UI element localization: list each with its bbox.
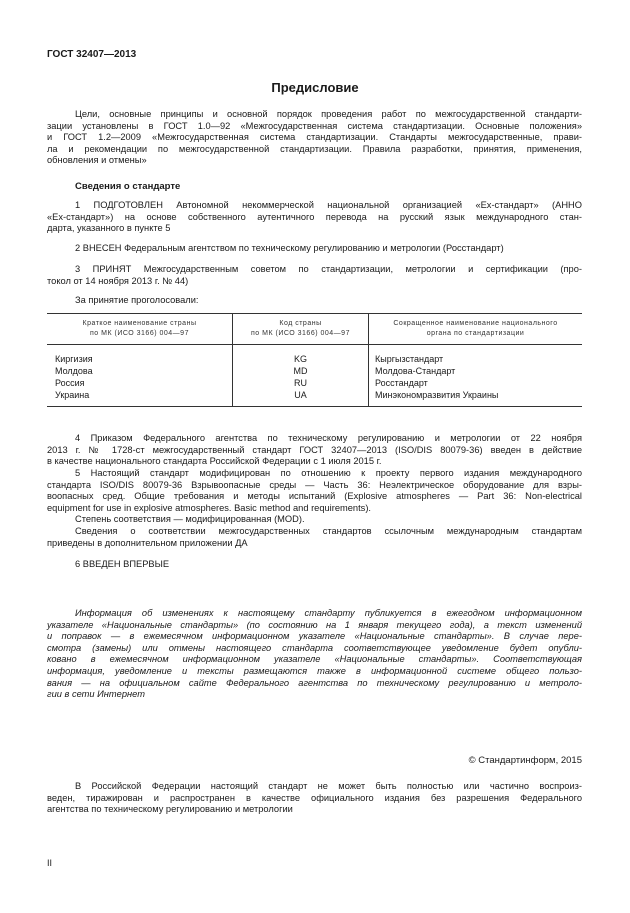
- item-1-line: 1 ПОДГОТОВЛЕН Автономной некоммерческой национальной организацией «Ех-стандарт» (АННО: [75, 200, 582, 210]
- voting-table: [47, 313, 582, 407]
- table-header-row: [47, 314, 582, 345]
- legal-notice-line: агентства по техническому регулированию и метрологии: [47, 804, 293, 815]
- voted-label: За принятие проголосовали:: [75, 295, 199, 305]
- info-notice-line: и поправок — в ежемесячном информационном указателе «Национальные стандарты». В случае пере-: [47, 631, 582, 642]
- info-notice-line: смотра (замены) или отмены настоящего стандарта соответствующее уведомление будет опубли-: [47, 642, 582, 653]
- item-6-paragraph: 6 ВВЕДЕН ВПЕРВЫЕ: [75, 559, 170, 569]
- info-notice-line: вания — на официальном сайте Федерального агентства по техническому регулированию и метроло-: [47, 677, 582, 688]
- item-5-line: стандарта ISO/DIS 80079-36 Взрывоопасные среды — Часть 36: Неэлектрическое оборудование для взры-: [47, 479, 582, 490]
- intro-line: обновления и отмены»: [47, 155, 147, 166]
- item-4-paragraph: [47, 433, 582, 468]
- item-2-paragraph: 2 ВНЕСЕН Федеральным агентством по техническому регулированию и метрологии (Росстандарт): [75, 243, 504, 253]
- intro-line: зации установлены в ГОСТ 1.0—92 «Межгосударственная система стандартизации. Основные положения»: [47, 120, 582, 131]
- item-5-paragraph: [47, 468, 582, 514]
- references-line: Сведения о соответствии межгосударственных стандартов ссылочным международным стандартам: [75, 526, 582, 536]
- table-row: [47, 345, 582, 366]
- country-cell: Россия: [47, 377, 233, 389]
- header-standards-body: Сокращенное наименование национального органа по стандартизации: [369, 314, 583, 345]
- country-cell: Молдова: [47, 365, 233, 377]
- legal-notice-line: В Российской Федерации настоящий стандарт не может быть полностью или частично воспроиз-: [75, 781, 582, 791]
- copyright-notice: © Стандартинформ, 2015: [468, 755, 582, 766]
- intro-line: и ГОСТ 1.2—2009 «Межгосударственная система стандартизации. Стандарты межгосударственные, прави-: [47, 132, 582, 143]
- header-country-code: Код страны по МК (ИСО 3166) 004—97: [233, 314, 369, 345]
- item-1-paragraph: [47, 200, 582, 235]
- legal-notice: [47, 781, 582, 816]
- item-3-line: 3 ПРИНЯТ Межгосударственным советом по стандартизации, метрологии и сертификации (про-: [75, 264, 582, 274]
- country-cell: Украина: [47, 389, 233, 407]
- page-title: Предисловие: [271, 80, 359, 95]
- info-notice-line: гии в сети Интернет: [47, 689, 145, 700]
- legal-notice-line: веден, тиражирован и распространен в качестве официального издания без разрешения Федерального: [47, 792, 582, 803]
- intro-paragraph: [47, 109, 582, 167]
- item-5-line: воопасных сред. Общие требования и методы испытаний (Explosive atmospheres — Part 36: Non-electrical: [47, 491, 582, 502]
- table-row: [47, 389, 582, 407]
- table-row: [47, 365, 582, 377]
- body-cell: Росстандарт: [375, 378, 428, 388]
- code-cell: RU: [233, 377, 369, 389]
- body-cell: Кыргызстандарт: [375, 354, 444, 364]
- body-cell: Минэкономразвития Украины: [369, 389, 583, 407]
- section-heading: Сведения о стандарте: [75, 181, 181, 192]
- intro-line: ла и рекомендации по межгосударственной стандартизации. Правила разработки, принятия, применения,: [47, 143, 582, 154]
- item-3-line: токол от 14 ноября 2013 г. № 44): [47, 275, 189, 286]
- code-cell: MD: [233, 365, 369, 377]
- table-row: [47, 377, 582, 389]
- item-4-line: 4 Приказом Федерального агентства по техническому регулированию и метрологии от 22 ноября: [75, 433, 582, 443]
- document-id: ГОСТ 32407—2013: [47, 49, 137, 60]
- page-number: II: [47, 858, 53, 868]
- info-notice-line: указателе «Национальные стандарты» (по состоянию на 1 января текущего года), а текст изменений: [47, 619, 582, 630]
- code-cell: KG: [233, 345, 369, 366]
- header-country-name: Краткое наименование страны по МК (ИСО 3166) 004—97: [47, 314, 233, 345]
- item-5-line: equipment for use in explosive atmospheres. Basic method and requirements).: [47, 502, 372, 513]
- item-4-line: 2013 г. № 1728-ст межгосударственный стандарт ГОСТ 32407—2013 (ISO/DIS 80079-36) введен в действие: [47, 444, 582, 455]
- references-paragraph: [47, 526, 582, 549]
- body-cell: Молдова-Стандарт: [375, 366, 456, 376]
- item-1-line: «Ех-стандарт») на основе собственного аутентичного перевода на русский язык международного стан-: [47, 211, 582, 222]
- info-notice-line: ковано в ежемесячном информационном указателе «Национальные стандарты». Соответствующая: [47, 654, 582, 665]
- intro-line: Цели, основные принципы и основной порядок проведения работ по межгосударственной стандарти-: [75, 109, 582, 119]
- country-cell: Киргизия: [47, 345, 233, 366]
- item-3-paragraph: [47, 264, 582, 287]
- item-1-line: дарта, указанного в пункте 5: [47, 223, 171, 234]
- info-notice-line: информация, уведомление и тексты размещаются также в информационной системе общего пользо-: [47, 665, 582, 676]
- code-cell: UA: [233, 389, 369, 407]
- info-notice: [47, 608, 582, 701]
- item-5-line: 5 Настоящий стандарт модифицирован по отношению к проекту первого издания международного: [75, 468, 582, 478]
- item-4-line: в качестве национального стандарта Российской Федерации с 1 июля 2015 г.: [47, 456, 382, 467]
- info-notice-line: Информация об изменениях к настоящему стандарту публикуется в ежегодном информационном: [75, 608, 582, 618]
- conformity-degree: Степень соответствия — модифицированная (MOD).: [75, 514, 305, 524]
- references-line: приведены в дополнительном приложении ДА: [47, 537, 248, 548]
